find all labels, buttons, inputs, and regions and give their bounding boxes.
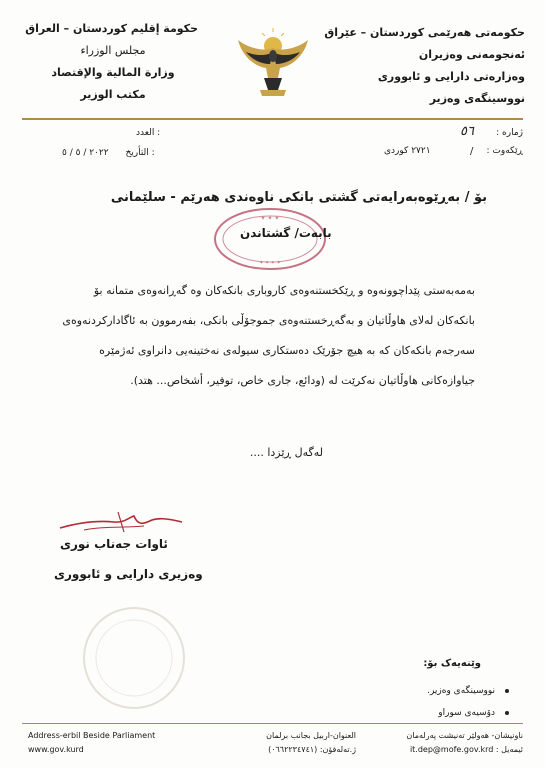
arabic-number-label: : العدد bbox=[136, 128, 161, 138]
header-arabic-line: مكتب الوزير bbox=[80, 88, 146, 101]
header-arabic-line: وزارة المالية والإقتصاد bbox=[51, 66, 175, 79]
header-arabic bbox=[25, 18, 198, 106]
footer-divider bbox=[22, 723, 523, 724]
signer-name: ئاوات جەناب نوری bbox=[60, 537, 168, 551]
number-label: ژمارە : bbox=[496, 128, 523, 138]
header-arabic-line: حكومة إقليم كوردستان – العراق bbox=[25, 22, 198, 35]
kurdistan-emblem-icon bbox=[234, 26, 312, 98]
footer-email-label: ئیمەیل : bbox=[495, 745, 523, 754]
header-kurdish-line: حکومەتی هەرێمی کوردستان – عێراق bbox=[324, 26, 525, 39]
header-kurdish bbox=[324, 22, 525, 110]
svg-text:✦ ✦ ✦: ✦ ✦ ✦ bbox=[260, 215, 280, 222]
footer-email-row bbox=[373, 743, 523, 757]
date-label: ڕێکەوت : bbox=[486, 146, 523, 156]
number-value: ٥٦ bbox=[460, 124, 474, 139]
arabic-date-label: : التأريخ bbox=[125, 148, 155, 158]
footer-website: www.gov.kurd bbox=[28, 745, 84, 754]
addressee: بۆ / بەڕێوەبەرایەتی گشتی بانکی ناوەندی هەرێم - سلێمانی bbox=[110, 190, 487, 205]
signer-title: وەزیری دارایی و ئابووری bbox=[54, 567, 203, 581]
cc-list bbox=[427, 680, 509, 724]
footer-arabic bbox=[244, 729, 356, 757]
header-kurdish-line: نووسینگەی وەزیر bbox=[429, 92, 525, 105]
svg-text:✦ ✦ ✦ ✦: ✦ ✦ ✦ ✦ bbox=[259, 260, 281, 266]
faint-seal-icon bbox=[78, 605, 190, 711]
header-arabic-line: مجلس الوزراء bbox=[80, 44, 146, 57]
bullet-icon bbox=[505, 689, 509, 693]
body-line: بانکەکان لەلای هاوڵاتیان و بەگەڕخستنەوەی جموجۆڵی بانکی، بفەرموون بە ئاگادارکردنەوەی bbox=[62, 314, 475, 327]
header-kurdish-line: وەزارەتی دارایی و ئابووری bbox=[377, 70, 525, 83]
footer-address: Address-erbil Beside Parliament bbox=[28, 731, 156, 740]
footer-english bbox=[28, 729, 155, 757]
footer-email[interactable]: it.dep@mofe.gov.krd bbox=[409, 745, 494, 754]
arabic-date-value: ٢٠٢٢ / ٥ / ٥ bbox=[62, 148, 109, 158]
cc-item: دۆسیەی سوراو bbox=[438, 708, 495, 718]
footer-kurdish-address: ناونیشان- هەولێر تەنیشت پەرلەمان bbox=[406, 731, 523, 740]
body-line: سەرجەم بانکەکان کە بە هیچ جۆرێک دەستکاری سیولەی نەختینەیی دانراوی ئەژمێرە bbox=[99, 344, 475, 357]
regards: لەگەل ڕێزدا .... bbox=[249, 446, 323, 459]
list-item bbox=[427, 702, 509, 724]
body-line: جیاوازەکانی هاوڵاتیان نەکرێت لە (ودائع، جاری خاص، توفیر، أشخاص... هتد). bbox=[130, 374, 475, 387]
cc-heading: وێنەیەک بۆ: bbox=[423, 658, 481, 669]
list-item bbox=[427, 680, 509, 702]
letter-body bbox=[55, 276, 475, 396]
header-divider bbox=[22, 118, 523, 120]
footer-kurdish bbox=[373, 729, 523, 757]
footer-arabic-address: العنوان-اربیل بجانب برلمان bbox=[266, 731, 356, 740]
body-line: بەمەبەستی پێداچوونەوە و ڕێکخستنەوەی کاروباری بانکەکان وە گەڕانەوەی متمانە بۆ bbox=[93, 284, 475, 297]
date-separator: / bbox=[470, 146, 474, 157]
kurdish-year: ٢٧٢١ کوردی bbox=[384, 146, 431, 156]
bullet-icon bbox=[505, 711, 509, 715]
arabic-date bbox=[62, 148, 155, 158]
footer-phone: ژ.تەلەفۆن: (٠٦٦٢٢٣٤٧٤١) bbox=[268, 745, 356, 754]
cc-item: نووسینگەی وەزیر. bbox=[427, 686, 495, 696]
subject: بابەت/ گشتاندن bbox=[240, 226, 332, 240]
header-kurdish-line: ئەنجومەنی وەزیران bbox=[418, 48, 525, 61]
